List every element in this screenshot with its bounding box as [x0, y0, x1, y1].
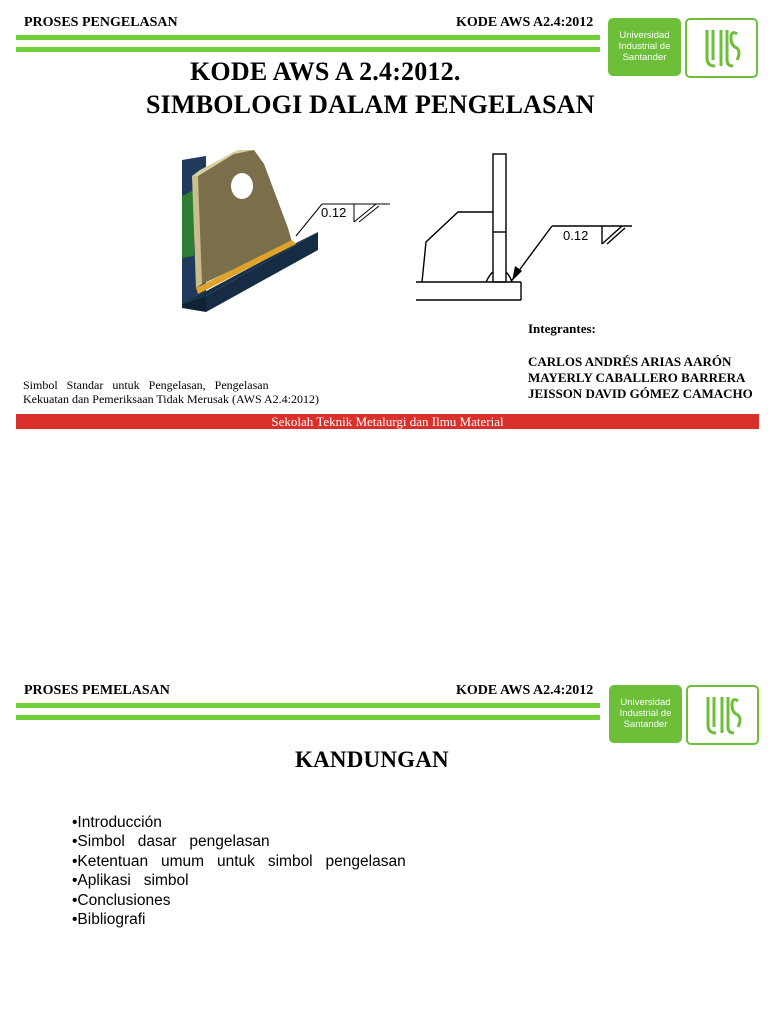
uis-mark-icon	[687, 20, 756, 76]
header-left: PROSES PENGELASAN	[24, 15, 178, 30]
table-of-contents	[72, 813, 406, 929]
bracket-outline	[422, 212, 493, 282]
green-rule-top-2	[16, 703, 600, 708]
toc-item: •Simbol dasar pengelasan	[72, 833, 270, 851]
slide1-caption	[23, 378, 319, 406]
slide-title-line-1: KODE AWS A 2.4:2012.	[190, 57, 461, 86]
member-1: CARLOS ANDRÉS ARIAS AARÓN	[528, 354, 732, 369]
logo-line-3: Santander	[622, 52, 667, 63]
caption-line-2: Kekuatan dan Pemeriksaan Tidak Merusak (AWS A2.4:2012)	[23, 392, 319, 406]
uis-mark-icon-2	[688, 687, 757, 743]
green-rule-bottom-2	[16, 715, 600, 720]
vertical-member	[493, 154, 506, 282]
uis-logo-mark	[685, 18, 758, 78]
member-2: MAYERLY CABALLERO BARRERA	[528, 370, 746, 385]
fillet-symbol-right	[602, 226, 622, 244]
logo2-line-3: Santander	[623, 719, 668, 730]
logo-line-1: Universidad	[619, 30, 670, 41]
green-rule-bottom	[16, 47, 600, 52]
slide-title-line-2: SIMBOLOGI DALAM PENGELASAN	[146, 90, 595, 119]
green-rule-top	[16, 35, 600, 40]
logo-line-2: Industrial de	[618, 41, 671, 52]
uis-logo-text-box	[608, 18, 681, 76]
slide-1	[0, 0, 768, 440]
header-right: KODE AWS A2.4:2012	[456, 15, 594, 30]
members-title: Integrantes:	[528, 321, 596, 336]
arrow-line	[296, 204, 322, 236]
toc-item: •Introducción	[72, 814, 162, 831]
green-face	[182, 190, 194, 258]
member-list	[528, 354, 753, 402]
toc-item: •Bibliografi	[72, 911, 146, 929]
weld-2d-drawing	[412, 150, 642, 305]
logo2-line-1: Universidad	[620, 697, 671, 708]
uis-logo-text-box-2	[609, 685, 682, 743]
toc-item: •Aplikasi simbol	[72, 872, 189, 890]
footer-text: Sekolah Teknik Metalurgi dan Ilmu Material	[271, 414, 504, 429]
weld-3d-illustration	[178, 146, 393, 316]
toc-item: •Ketentuan umum untuk simbol pengelasan	[72, 852, 406, 870]
toc-item: •Conclusiones	[72, 891, 171, 909]
figure-left-label: 0.12	[321, 205, 347, 220]
plate-hole	[231, 173, 253, 199]
uis-logo-mark-2	[686, 685, 759, 745]
figure-right-label: 0.12	[563, 228, 589, 243]
slide2-title: KANDUNGAN	[295, 747, 449, 772]
member-3: JEISSON DAVID GÓMEZ CAMACHO	[528, 386, 753, 401]
caption-line-1: Simbol Standar untuk Pengelasan, Pengelasan	[23, 378, 269, 392]
logo2-line-2: Industrial de	[619, 708, 672, 719]
header-right-2: KODE AWS A2.4:2012	[456, 683, 594, 698]
header-left-2: PROSES PEMELASAN	[24, 683, 170, 698]
slide-2	[0, 670, 768, 1024]
fillet-symbol	[354, 204, 376, 222]
footer-bar	[16, 414, 759, 429]
